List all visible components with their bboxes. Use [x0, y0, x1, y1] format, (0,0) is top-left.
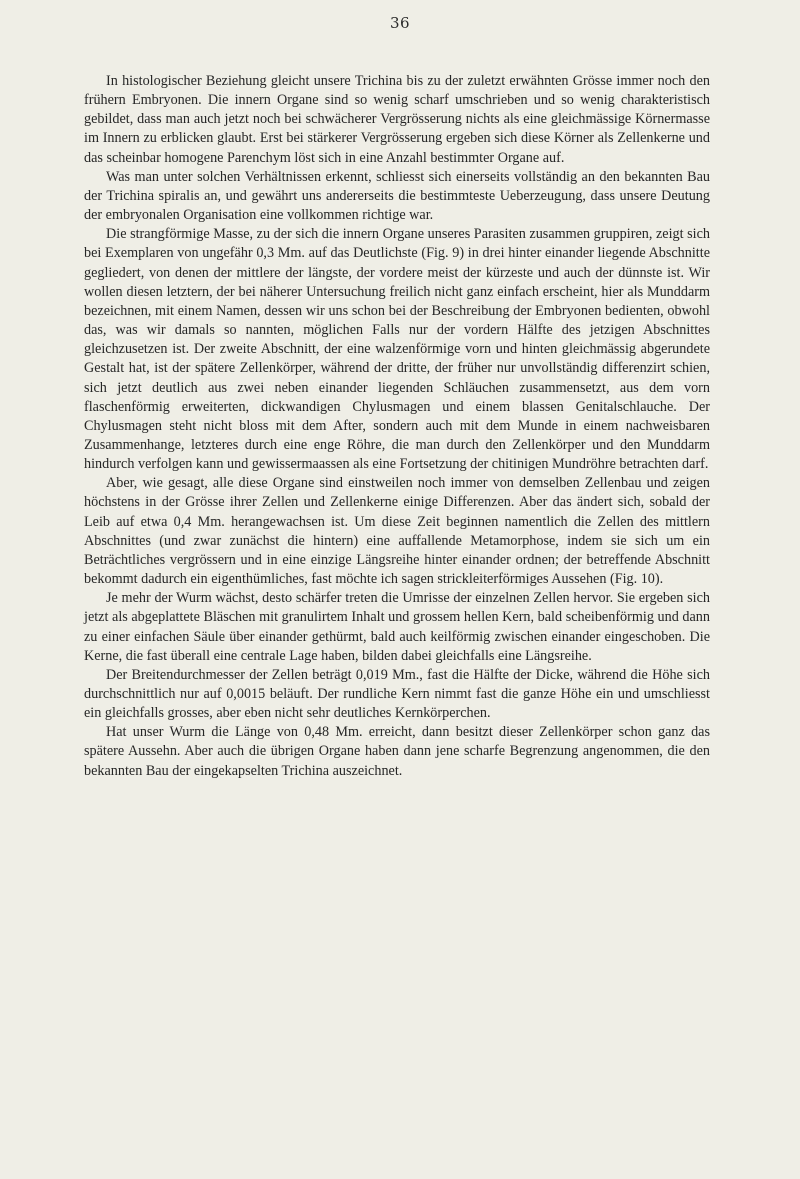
paragraph: Der Breitendurchmesser der Zellen beträgt 0,019 Mm., fast die Hälfte der Dicke, während die Höhe sich durchschnittlich nur auf 0,0015 beläuft. Der rundliche Kern nimmt fast die ganze Höhe ein und umschliesst ein gleichfalls grosses, aber eben nicht sehr deutliches Kernkörperchen.: [84, 666, 710, 722]
paragraph: Was man unter solchen Verhältnissen erkennt, schliesst sich einerseits vollständig an den bekannten Bau der Trichina spiralis an, und gewährt uns andererseits die bestimmteste Ueberzeugung, dass unsere Deutung der embryonalen Organisation eine vollkommen richtige war.: [84, 168, 710, 224]
paragraph: Aber, wie gesagt, alle diese Organe sind einstweilen noch immer von demselben Zellenbau und zeigen höchstens in der Grösse ihrer Zellen und Zellenkerne einige Differenzen. Aber das ändert sich, sobald der Leib auf etwa 0,4 Mm. herangewachsen ist. Um diese Zeit beginnen namentlich die Zellen des mittlern Abschnittes (und zwar zunächst die hintern) eine auffallende Metamorphose, indem sie sich um ein Beträchtliches vergrössern und in eine einzige Längsreihe hinter einander ordnen; der betreffende Abschnitt bekommt dadurch ein eigenthümliches, fast möchte ich sagen strickleiterförmiges Aussehen (Fig. 10).: [84, 475, 710, 588]
body-text: [84, 72, 710, 781]
page-number: 36: [389, 14, 411, 32]
paragraph: Die strangförmige Masse, zu der sich die innern Organe unseres Parasiten zusammen gruppiren, zeigt sich bei Exemplaren von ungefähr 0,3 Mm. auf das Deutlichste (Fig. 9) in drei hinter einander liegende Abschnitte gegliedert, von denen der mittlere der längste, der vordere meist der kürzeste und auch der dünnste ist. Wir wollen diesen letztern, der bei näherer Untersuchung freilich nicht ganz einfach erscheint, hier als Munddarm bezeichnen, mit einem Namen, dessen wir uns schon bei der Beschreibung der Embryonen bedienten, obwohl das, was wir damals so nannten, möglichen Falls nur der vordern Hälfte des jetzigen Abschnittes gleichzusetzen ist. Der zweite Abschnitt, der eine walzenförmige vorn und hinten gleichmässig abgerundete Gestalt hat, ist der spätere Zellenkörper, während der dritte, der früher nur unvollständig differenzirt schien, sich jetzt deutlich aus zwei neben einander liegenden Schläuchen zusammensetzt, aus dem vorn flaschenförmig erweiterten, dickwandigen Chylusmagen und einem blassen Genitalschlauche. Der Chylusmagen steht nicht bloss mit dem After, sondern auch mit dem Munde in einem nachweisbaren Zusammenhange, letzteres durch eine enge Röhre, die man durch den Zellenkörper und den Munddarm hindurch verfolgen kann und gewissermaassen als eine Fortsetzung der chitinigen Mundröhre betrachten darf.: [84, 226, 710, 473]
paragraph: In histologischer Beziehung gleicht unsere Trichina bis zu der zuletzt erwähnten Grösse immer noch den frühern Embryonen. Die innern Organe sind so wenig scharf umschrieben und so wenig charakteristisch gebildet, dass man auch jetzt noch bei schwächerer Vergrösserung nichts als eine gleichmässige Körnermasse im Innern zu erblicken glaubt. Erst bei stärkerer Vergrösserung ergeben sich diese Körner als Zellenkerne und das scheinbar homogene Parenchym löst sich in eine Anzahl bestimmter Organe auf.: [84, 73, 710, 166]
paragraph: Hat unser Wurm die Länge von 0,48 Mm. erreicht, dann besitzt dieser Zellenkörper schon ganz das spätere Aussehn. Aber auch die übrigen Organe haben dann jene scharfe Begrenzung angenommen, die den bekannten Bau der eingekapselten Trichina auszeichnet.: [84, 724, 710, 779]
paragraph: Je mehr der Wurm wächst, desto schärfer treten die Umrisse der einzelnen Zellen hervor. Sie ergeben sich jetzt als abgeplattete Bläschen mit granulirtem Inhalt und grossem hellen Kern, bald scheibenförmig und dann zu einer einfachen Säule über einander gethürmt, bald auch keilförmig zwischen einander eingeschoben. Die Kerne, die fast überall eine centrale Lage haben, bilden dabei gleichfalls eine Längsreihe.: [84, 590, 710, 664]
